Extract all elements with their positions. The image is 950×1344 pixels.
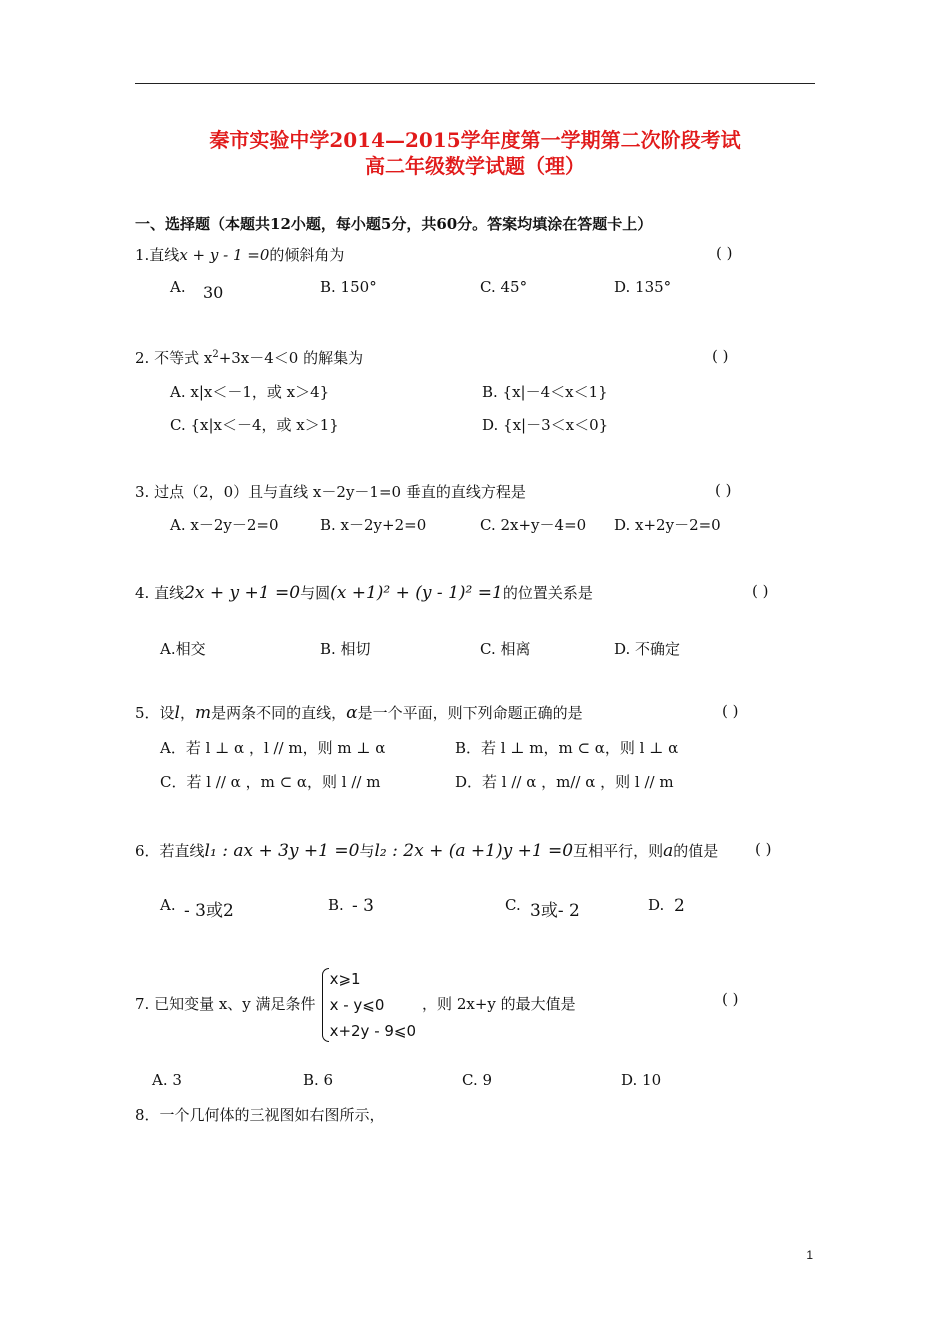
q7-option-a: A. 3 xyxy=(152,1071,182,1089)
question-5: 5．设l，m是两条不同的直线，α是一个平面，则下列命题正确的是 xyxy=(135,703,583,723)
question-8: 8．一个几何体的三视图如右图所示， xyxy=(135,1106,385,1124)
q1-option-a: A. xyxy=(170,278,186,296)
q5-option-a: A．若 l ⊥ α ，l // m，则 m ⊥ α xyxy=(160,739,386,757)
q7-option-d: D. 10 xyxy=(621,1071,662,1089)
q3-option-b: B. x－2y+2=0 xyxy=(320,516,427,534)
q6-line1-expression: l₁ : ax + 3y +1 =0 xyxy=(204,841,360,861)
header-rule xyxy=(135,83,815,84)
answer-bracket: ( ) xyxy=(752,582,769,600)
question-1: 1.直线x + y - 1 =0的倾斜角为 xyxy=(135,246,345,264)
question-2: 2. 不等式 $x^2+3x-4<0$ 的解集为 xyxy=(135,349,364,367)
q4-option-c: C. 相离 xyxy=(480,640,531,658)
q2-option-d: D. {x|－3＜x＜0} xyxy=(482,416,609,434)
q6-option-b-label: B. xyxy=(328,896,344,914)
answer-bracket: ( ) xyxy=(722,990,739,1008)
q4-option-b: B. 相切 xyxy=(320,640,371,658)
section-heading: 一、选择题（本题共12小题，每小题5分，共60分。答案均填涂在答题卡上） xyxy=(135,215,653,233)
question-4: 4. 直线2x + y +1 =0与圆(x +1)² + (y - 1)² =1的位置关系是 xyxy=(135,583,593,603)
exam-subtitle: 高二年级数学试题（理） xyxy=(365,154,585,178)
page-number: 1 xyxy=(806,1248,813,1262)
q6-option-b: - 3 xyxy=(352,896,374,916)
q1-option-b: B. 150° xyxy=(320,278,377,296)
q7-option-b: B. 6 xyxy=(303,1071,334,1089)
q4-option-a: A.相交 xyxy=(160,640,206,658)
q4-circle-expression: (x +1)² + (y - 1)² =1 xyxy=(330,583,503,603)
q2-option-c: C. {x|x＜－4，或 x＞1} xyxy=(170,416,339,434)
q6-option-c-label: C. xyxy=(505,896,521,914)
q6-option-c: 3或- 2 xyxy=(530,901,580,921)
question-3: 3. 过点（2，0）且与直线 x－2y－1=0 垂直的直线方程是 xyxy=(135,483,526,501)
q3-option-d: D. x+2y－2=0 xyxy=(614,516,721,534)
answer-bracket: ( ) xyxy=(755,840,772,858)
answer-bracket: ( ) xyxy=(715,481,732,499)
exam-title: 秦市实验中学2014—2015学年度第一学期第二次阶段考试 xyxy=(209,128,741,152)
constraint-system: x⩾1 x - y⩽0 x+2y - 9⩽0 xyxy=(322,966,416,1044)
question-6: 6．若直线l₁ : ax + 3y +1 =0与l₂ : 2x + (a +1)y +1 =0互相平行，则a的值是 xyxy=(135,841,719,861)
q1-option-c: C. 45° xyxy=(480,278,528,296)
q6-option-d: 2 xyxy=(674,896,685,916)
q3-option-a: A. x－2y－2=0 xyxy=(170,516,279,534)
q6-option-a-label: A. xyxy=(160,896,176,914)
q1-option-d: D. 135° xyxy=(614,278,672,296)
question-7: 7. 已知变量 x、y 满足条件 x⩾1 x - y⩽0 x+2y - 9⩽0 ，则 2x+y 的最大值是 xyxy=(135,966,576,1044)
q1-option-a-value: 30 xyxy=(203,283,224,302)
q6-line2-expression: l₂ : 2x + (a +1)y +1 =0 xyxy=(374,841,574,861)
q4-line-expression: 2x + y +1 =0 xyxy=(184,583,301,603)
answer-bracket: ( ) xyxy=(712,347,729,365)
q6-option-a: - 3或2 xyxy=(184,901,234,921)
q1-expression: x + y - 1 =0 xyxy=(179,246,270,264)
answer-bracket: ( ) xyxy=(716,244,733,262)
q5-option-d: D．若 l // α ，m// α ，则 l // m xyxy=(455,773,674,791)
q7-option-c: C. 9 xyxy=(462,1071,493,1089)
q2-option-a: A. x|x＜－1，或 x＞4} xyxy=(170,383,330,401)
q5-option-b: B．若 l ⊥ m，m ⊂ α，则 l ⊥ α xyxy=(455,739,679,757)
answer-bracket: ( ) xyxy=(722,702,739,720)
q2-option-b: B. {x|－4＜x＜1} xyxy=(482,383,608,401)
q6-option-d-label: D. xyxy=(648,896,665,914)
q3-option-c: C. 2x+y－4=0 xyxy=(480,516,587,534)
q4-option-d: D. 不确定 xyxy=(614,640,681,658)
q5-option-c: C．若 l // α ，m ⊂ α，则 l // m xyxy=(160,773,381,791)
